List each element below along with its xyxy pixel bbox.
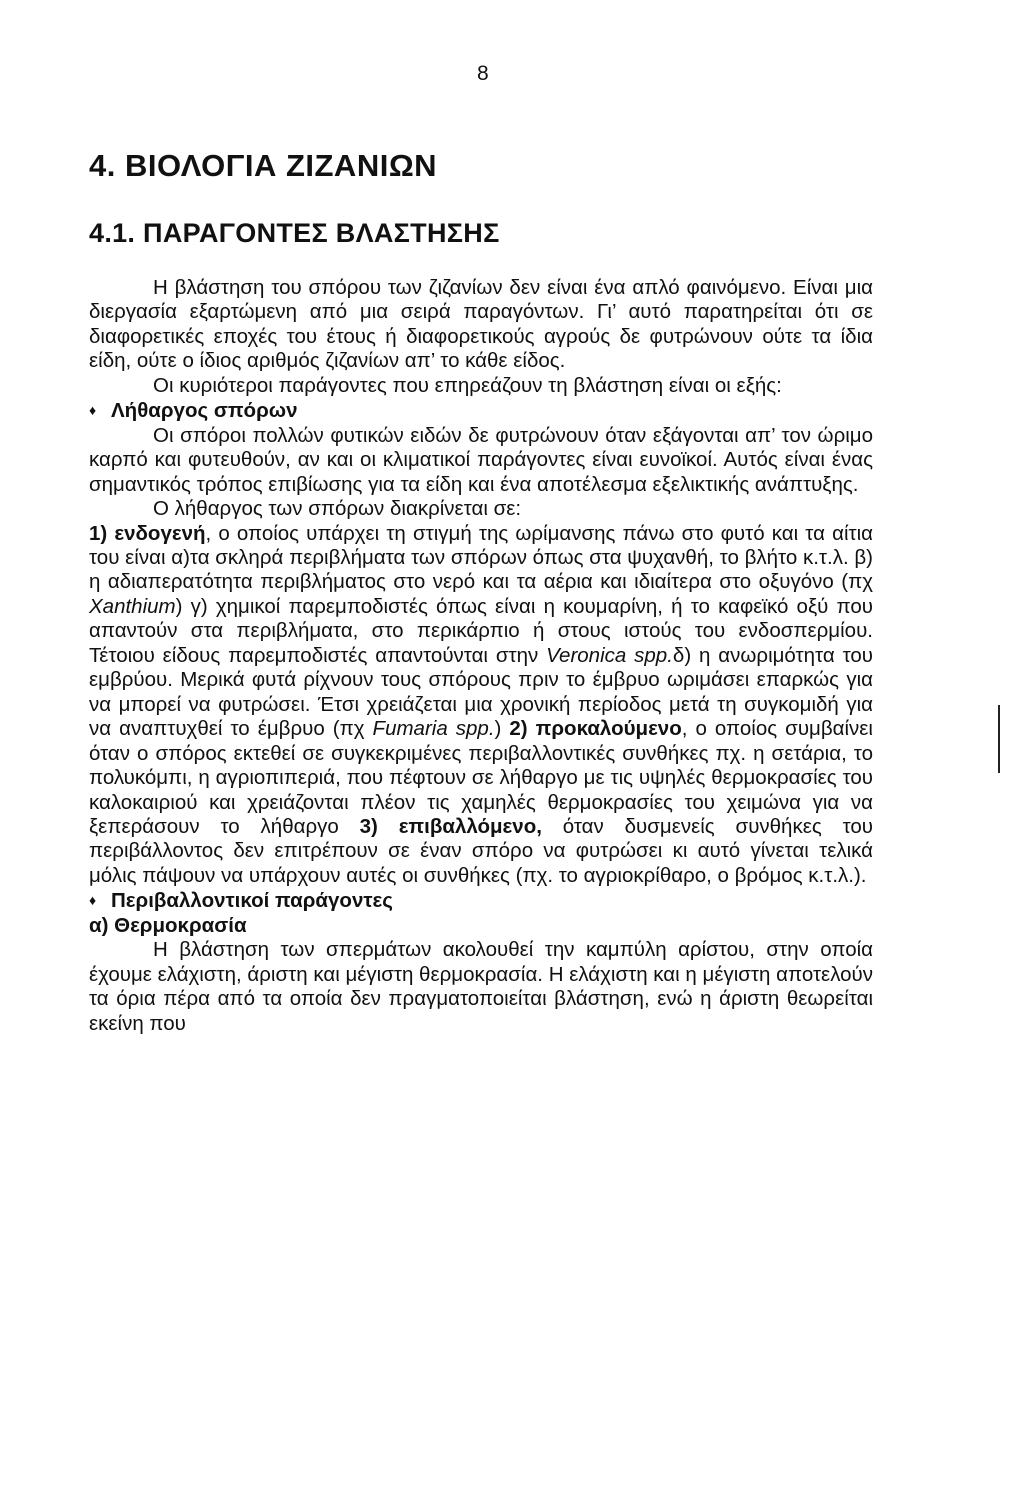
dormancy-paragraph: Οι σπόροι πολλών φυτικών ειδών δε φυτρώνουν όταν εξάγονται απ’ τον ώριμο καρπό και φυτευθούν, αν και οι κλιματικοί παράγοντες είναι ευνοϊκοί. Αυτός είναι ένας σημαντικός τρόπος επιβίωσης για τα είδη και ένα αποτέλεσμα εξελικτικής ανάπτυξης. [89, 423, 873, 496]
type3-text: όταν δυσμενείς συνθήκες του περιβάλλοντος δεν επιτρέπουν σε έναν σπόρο να φυτρώσει κι αυτό γίνεται τελικά μόλις πάψουν να υπάρχουν αυτές οι συνθήκες (πχ. το αγριοκρίθαρο, ο βρόμος κ.τ.λ.). [89, 814, 873, 887]
diamond-bullet-icon: ♦ [89, 402, 97, 419]
diamond-bullet-icon: ♦ [89, 892, 97, 909]
environment-heading-line [89, 888, 873, 913]
dormancy-heading: Λήθαργος σπόρων [111, 399, 298, 423]
type2-label: 2) προκαλούμενο [509, 717, 682, 741]
temperature-subheading: α) Θερμοκρασία [89, 913, 247, 937]
type1-text-b: ) γ) χημικοί παρεμποδιστές όπως είναι η κουμαρίνη, ή το καφεϊκό οξύ που απαντούν στα περιβλήματα, στο περικάρπιο ή στους ιστούς του ενδοσπερμίου. Τέτοιου είδους παρεμποδιστές απαντούνται στην [89, 594, 873, 667]
section-title: 4.1. ΠΑΡΑΓΟΝΤΕΣ ΒΛΑΣΤΗΣΗΣ [89, 218, 500, 248]
type1-text-a: , ο οποίος υπάρχει τη στιγμή της ωρίμανσης πάνω στο φυτό και τα αίτια του είναι α)τα σκληρά περιβλήματα των σπόρων όπως στα ψυχανθή, το βλήτο κ.τ.λ. β) η αδιαπερατότητα περιβλήματος στο νερό και τα αέρια και ιδιαίτερα στο οξυγόνο (πχ [89, 521, 873, 594]
chapter-title: 4. ΒΙΟΛΟΓΙΑ ΖΙΖΑΝΙΩΝ [89, 148, 438, 183]
margin-mark [998, 705, 1000, 773]
page-number: 8 [477, 62, 489, 85]
species-xanthium: Xanthium [89, 594, 176, 618]
dormancy-heading-line [89, 398, 873, 423]
species-veronica: Veronica spp. [546, 643, 673, 667]
intro-factors-paragraph: Οι κυριότεροι παράγοντες που επηρεάζουν τη βλάστηση είναι οι εξής: [153, 373, 782, 397]
species-fumaria: Fumaria spp. [372, 717, 495, 741]
dormancy-types-intro: Ο λήθαργος των σπόρων διακρίνεται σε: [153, 497, 522, 521]
intro-paragraph: Η βλάστηση του σπόρου των ζιζανίων δεν είναι ένα απλό φαινόμενο. Είναι μια διεργασία εξαρτώμενη από μια σειρά παραγόντων. Γι’ αυτό παρατηρείται ότι σε διαφορετικές εποχές του έτους ή διαφορετικούς αγρούς δε φυτρώνουν ούτε τα ίδια είδη, ούτε ο ίδιος αριθμός ζιζανίων απ’ το κάθε είδος. [89, 276, 873, 373]
type2-text: , ο οποίος συμβαίνει όταν ο σπόρος εκτεθεί σε συγκεκριμένες περιβαλλοντικές συνθήκες πχ. η σετάρια, το πολυκόμπι, η αγριοπιπεριά, που πέφτουν σε λήθαργο με τις υψηλές θερμοκρασίες του καλοκαιριού και χρειάζονται πλέον τις χαμηλές θερμοκρασίες του χειμώνα για να ξεπεράσουν το λήθαργο [89, 717, 873, 838]
body-text [89, 276, 873, 1036]
type3-label: 3) επιβαλλόμενο, [359, 814, 542, 838]
type1-text-d: ) [494, 717, 510, 741]
environment-heading: Περιβαλλοντικοί παράγοντες [111, 889, 393, 913]
temperature-paragraph: Η βλάστηση των σπερμάτων ακολουθεί την καμπύλη αρίστου, στην οποία έχουμε ελάχιστη, άριστη και μέγιστη θερμοκρασία. Η ελάχιστη και η μέγιστη αποτελούν τα όρια πέρα από τα οποία δεν πραγματοποιείται βλάστηση, ενώ η άριστη θεωρείται εκείνη που [89, 938, 873, 1035]
dormancy-types-paragraph [89, 522, 873, 889]
type1-text-c: δ) η ανωριμότητα του εμβρύου. Μερικά φυτά ρίχνουν τους σπόρους πριν το έμβρυο ωριμάσει επαρκώς για να μπορεί να φυτρώσει. Έτσι χρειάζεται μια χρονική περίοδος μετά τη συγκομιδή για να αναπτυχθεί το έμβρυο (πχ [89, 643, 873, 741]
type1-label: 1) ενδογενή [89, 521, 206, 545]
